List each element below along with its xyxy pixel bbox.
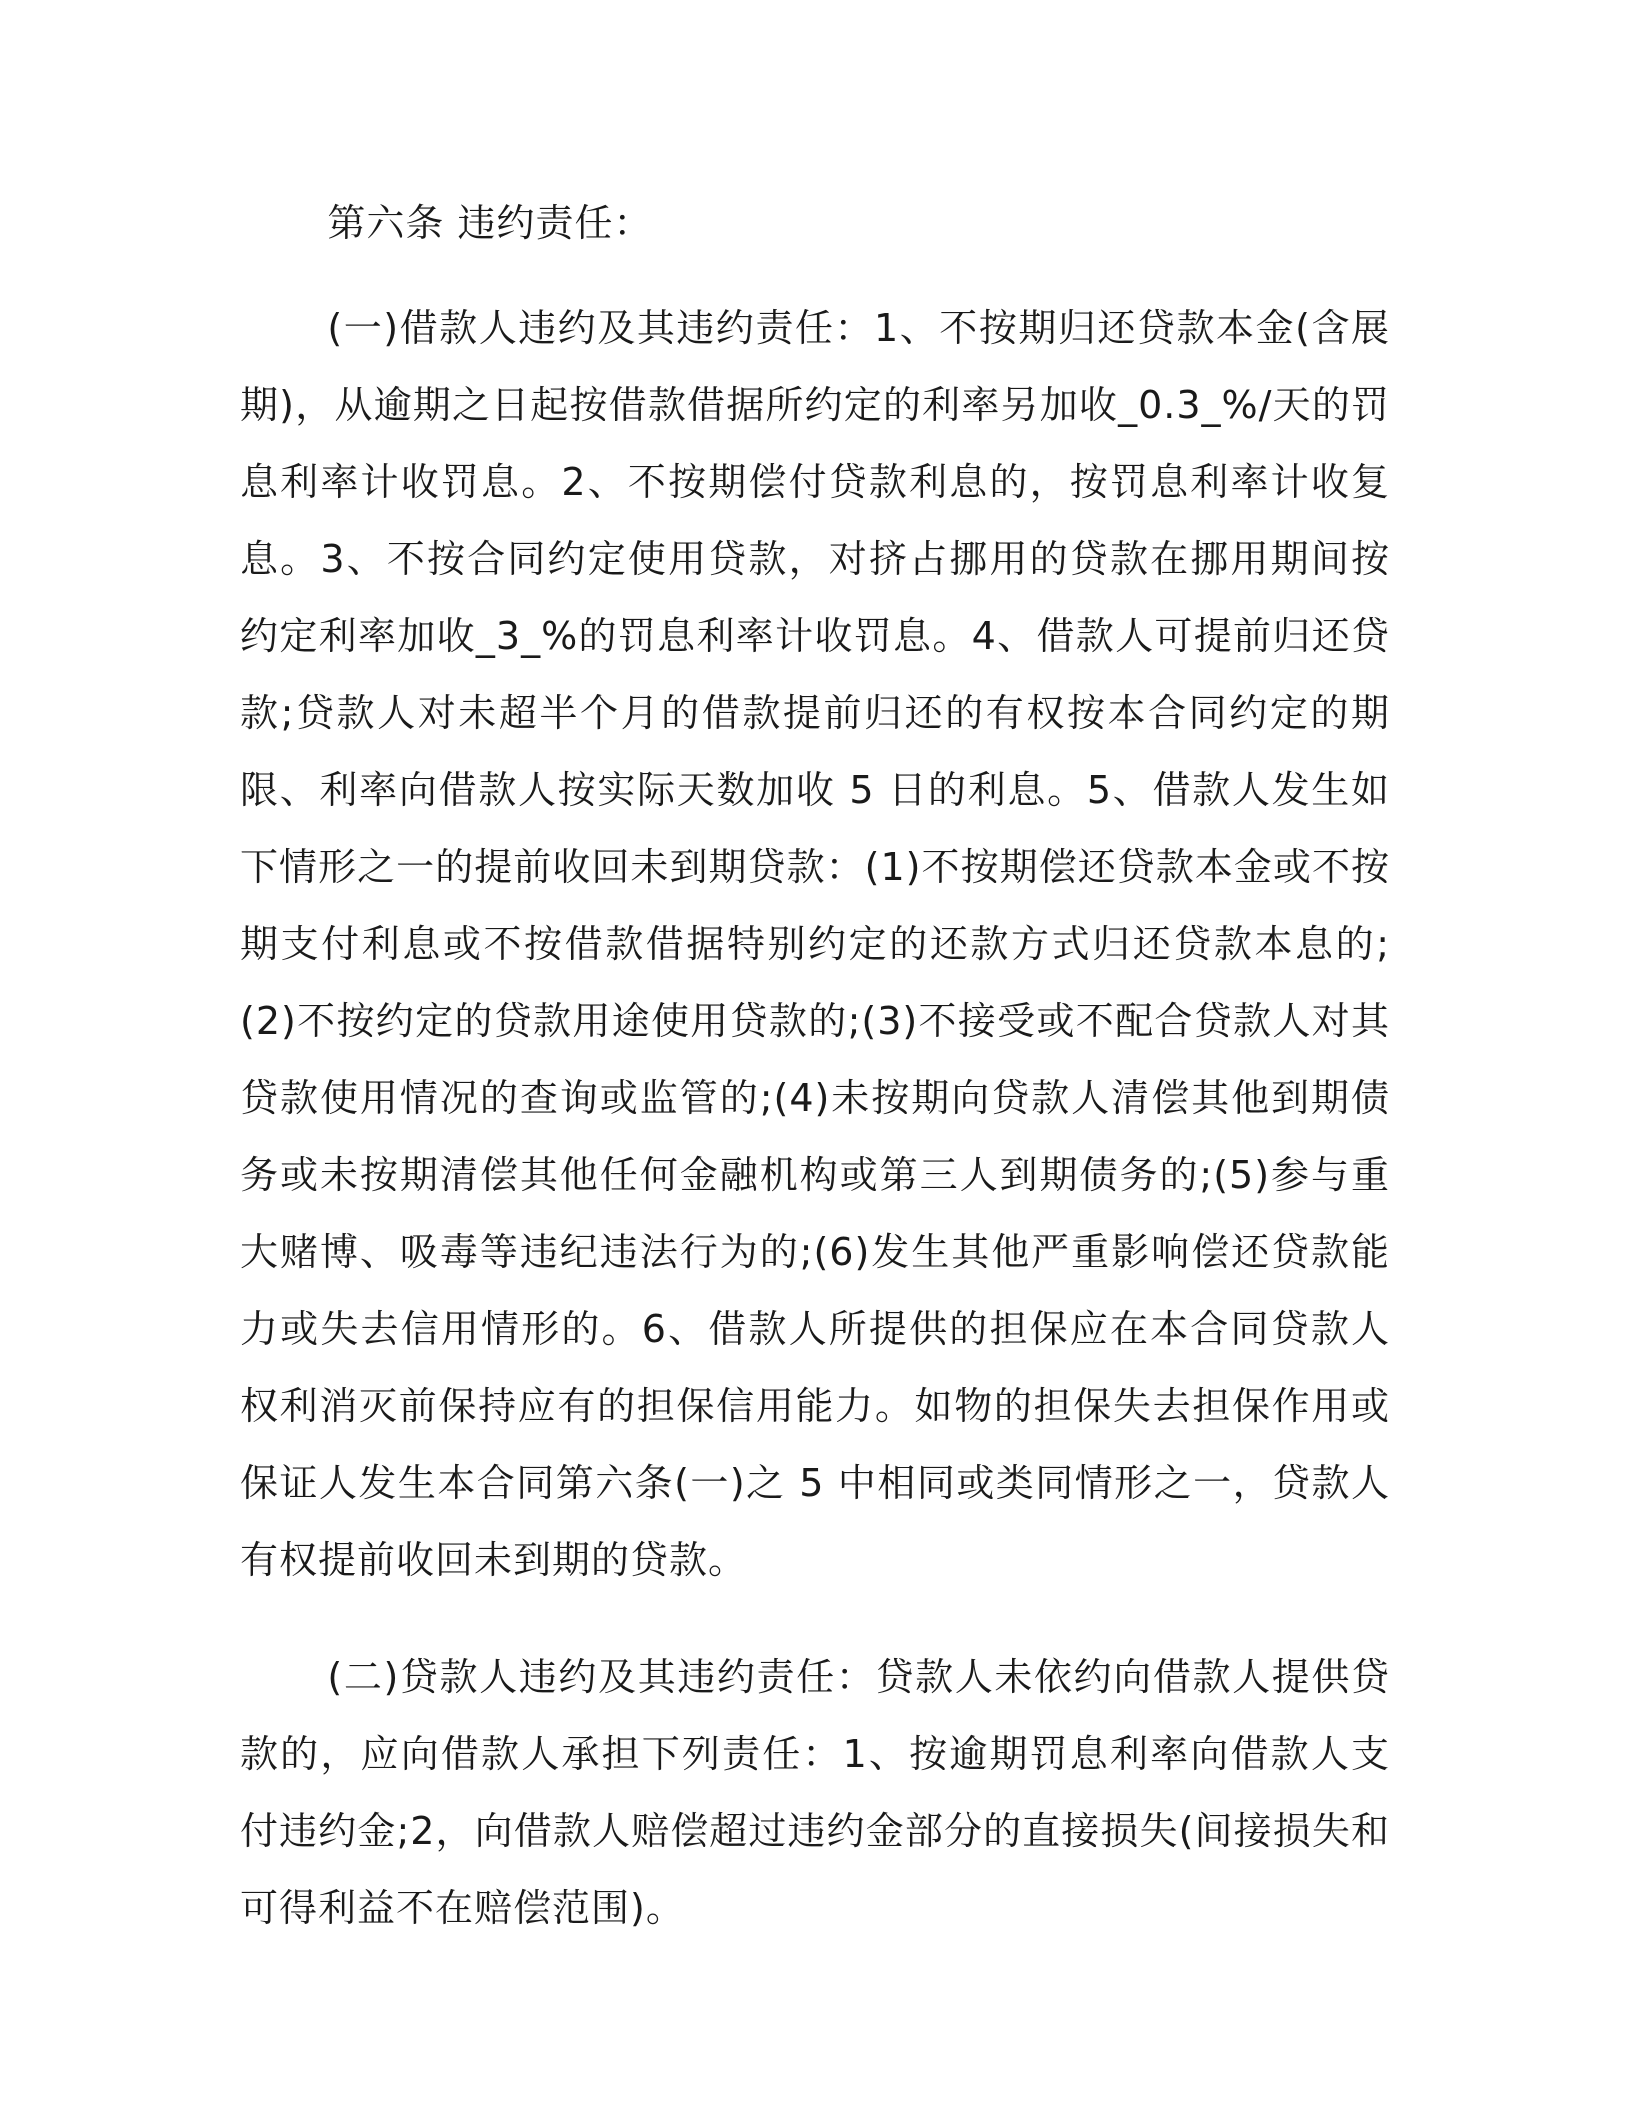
paragraph-borrower-default: (一)借款人违约及其违约责任：1、不按期归还贷款本金(含展期)，从逾期之日起按借款借据所约定的利率另加收_0.3_%/天的罚息利率计收罚息。2、不按期偿付贷款利息的，按罚息利率计收复息。3、不按合同约定使用贷款，对挤占挪用的贷款在挪用期间按约定利率加收_3_%的罚息利率计收罚息。4、借款人可提前归还贷款;贷款人对未超半个月的借款提前归还的有权按本合同约定的期限、利率向借款人按实际天数加收 5 日的利息。5、借款人发生如下情形之一的提前收回未到期贷款：(1)不按期偿还贷款本金或不按期支付利息或不按借款借据特别约定的还款方式归还贷款本息的;(2)不按约定的贷款用途使用贷款的;(3)不接受或不配合贷款人对其贷款使用情况的查询或监管的;(4)未按期向贷款人清偿其他到期债务或未按期清偿其他任何金融机构或第三人到期债务的;(5)参与重大赌博、吸毒等违纪违法行为的;(6)发生其他严重影响偿还贷款能力或失去信用情形的。6、借款人所提供的担保应在本合同贷款人权利消灭前保持应有的担保信用能力。如物的担保失去担保作用或保证人发生本合同第六条(一)之 5 中相同或类同情形之一，贷款人有权提前收回未到期的贷款。: [240, 306, 1390, 1582]
paragraph-lender-default: (二)贷款人违约及其违约责任：贷款人未依约向借款人提供贷款的，应向借款人承担下列责任：1、按逾期罚息利率向借款人支付违约金;2，向借款人赔偿超过违约金部分的直接损失(间接损失和可得利益不在赔偿范围)。: [240, 1655, 1390, 1930]
article-heading: 第六条 违约责任：: [327, 201, 653, 245]
document-page: [240, 185, 1390, 1947]
